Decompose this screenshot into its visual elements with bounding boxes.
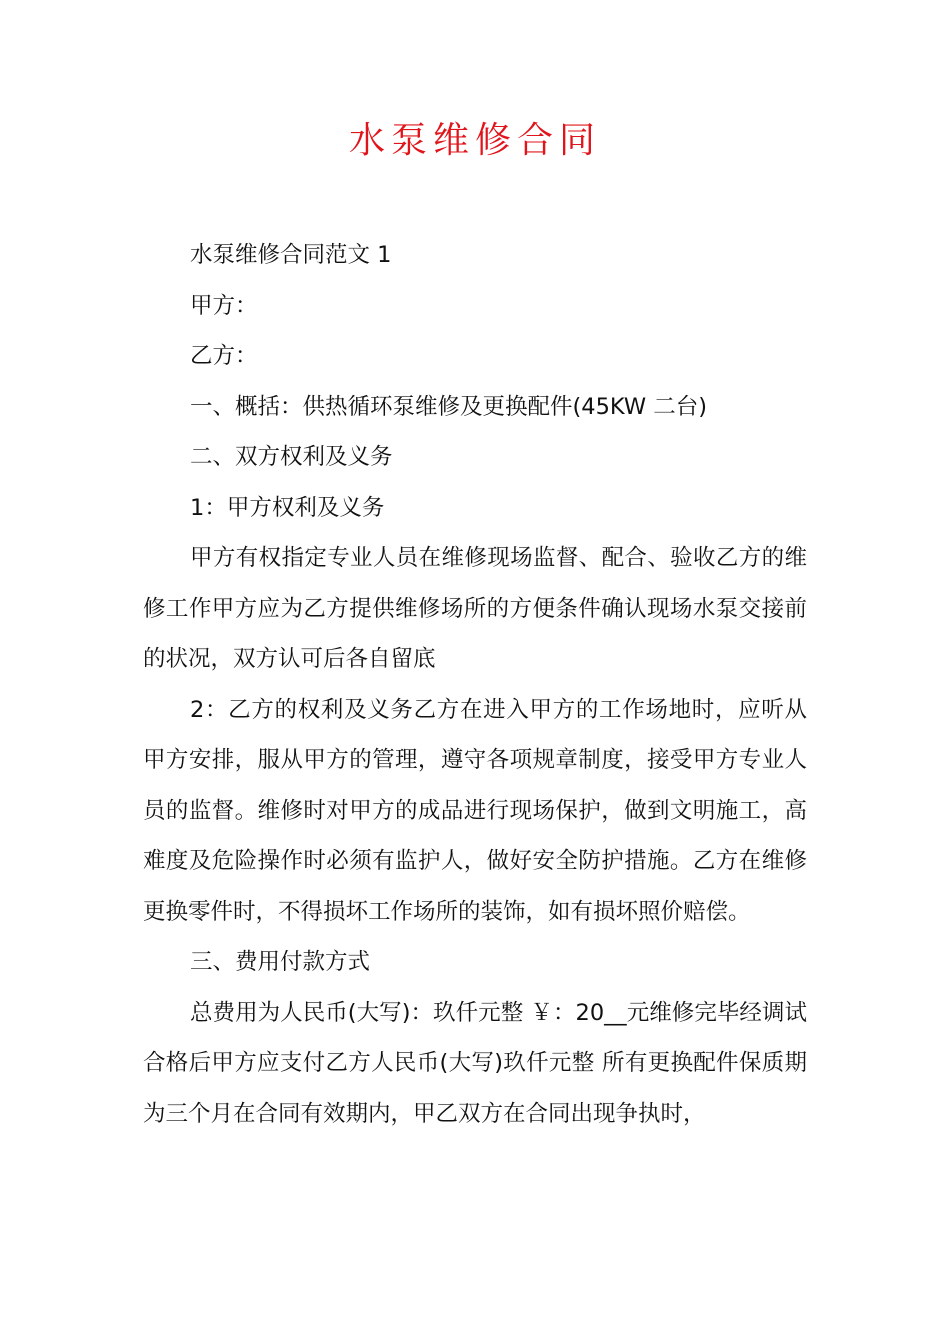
paragraph-subsection-1: 1：甲方权利及义务	[190, 494, 385, 521]
document-body	[143, 230, 807, 1139]
paragraph-heading-sample: 水泵维修合同范文 1	[190, 242, 392, 268]
paragraph-section-2: 二、双方权利及义务	[190, 444, 393, 470]
paragraph-party-a-rights: 甲方有权指定专业人员在维修现场监督、配合、验收乙方的维修工作甲方应为乙方提供维修场所的方便条件确认现场水泵交接前的状况，双方认可后各自留底	[143, 545, 807, 672]
paragraph-party-a: 甲方：	[190, 292, 258, 319]
paragraph-section-1: 一、概括：供热循环泵维修及更换配件(45KW 二台)	[190, 393, 708, 420]
paragraph-party-b: 乙方：	[190, 343, 258, 369]
paragraph-party-b-rights: 2：乙方的权利及义务乙方在进入甲方的工作场地时，应听从甲方安排，服从甲方的管理，遵守各项规章制度，接受甲方专业人员的监督。维修时对甲方的成品进行现场保护，做到文明施工，高难度及危险操作时必须有监护人，做好安全防护措施。乙方在维修更换零件时，不得损坏工作场所的装饰，如有损坏照价赔偿。	[143, 696, 807, 925]
document-title: 水泵维修合同	[348, 120, 601, 161]
paragraph-section-3: 三、费用付款方式	[190, 949, 371, 975]
paragraph-payment: 总费用为人民币(大写)：玖仟元整 ￥：20__元维修完毕经调试合格后甲方应支付乙方人民币(大写)玖仟元整 所有更换配件保质期为三个月在合同有效期内，甲乙双方在合同出现争执时，	[143, 999, 807, 1127]
